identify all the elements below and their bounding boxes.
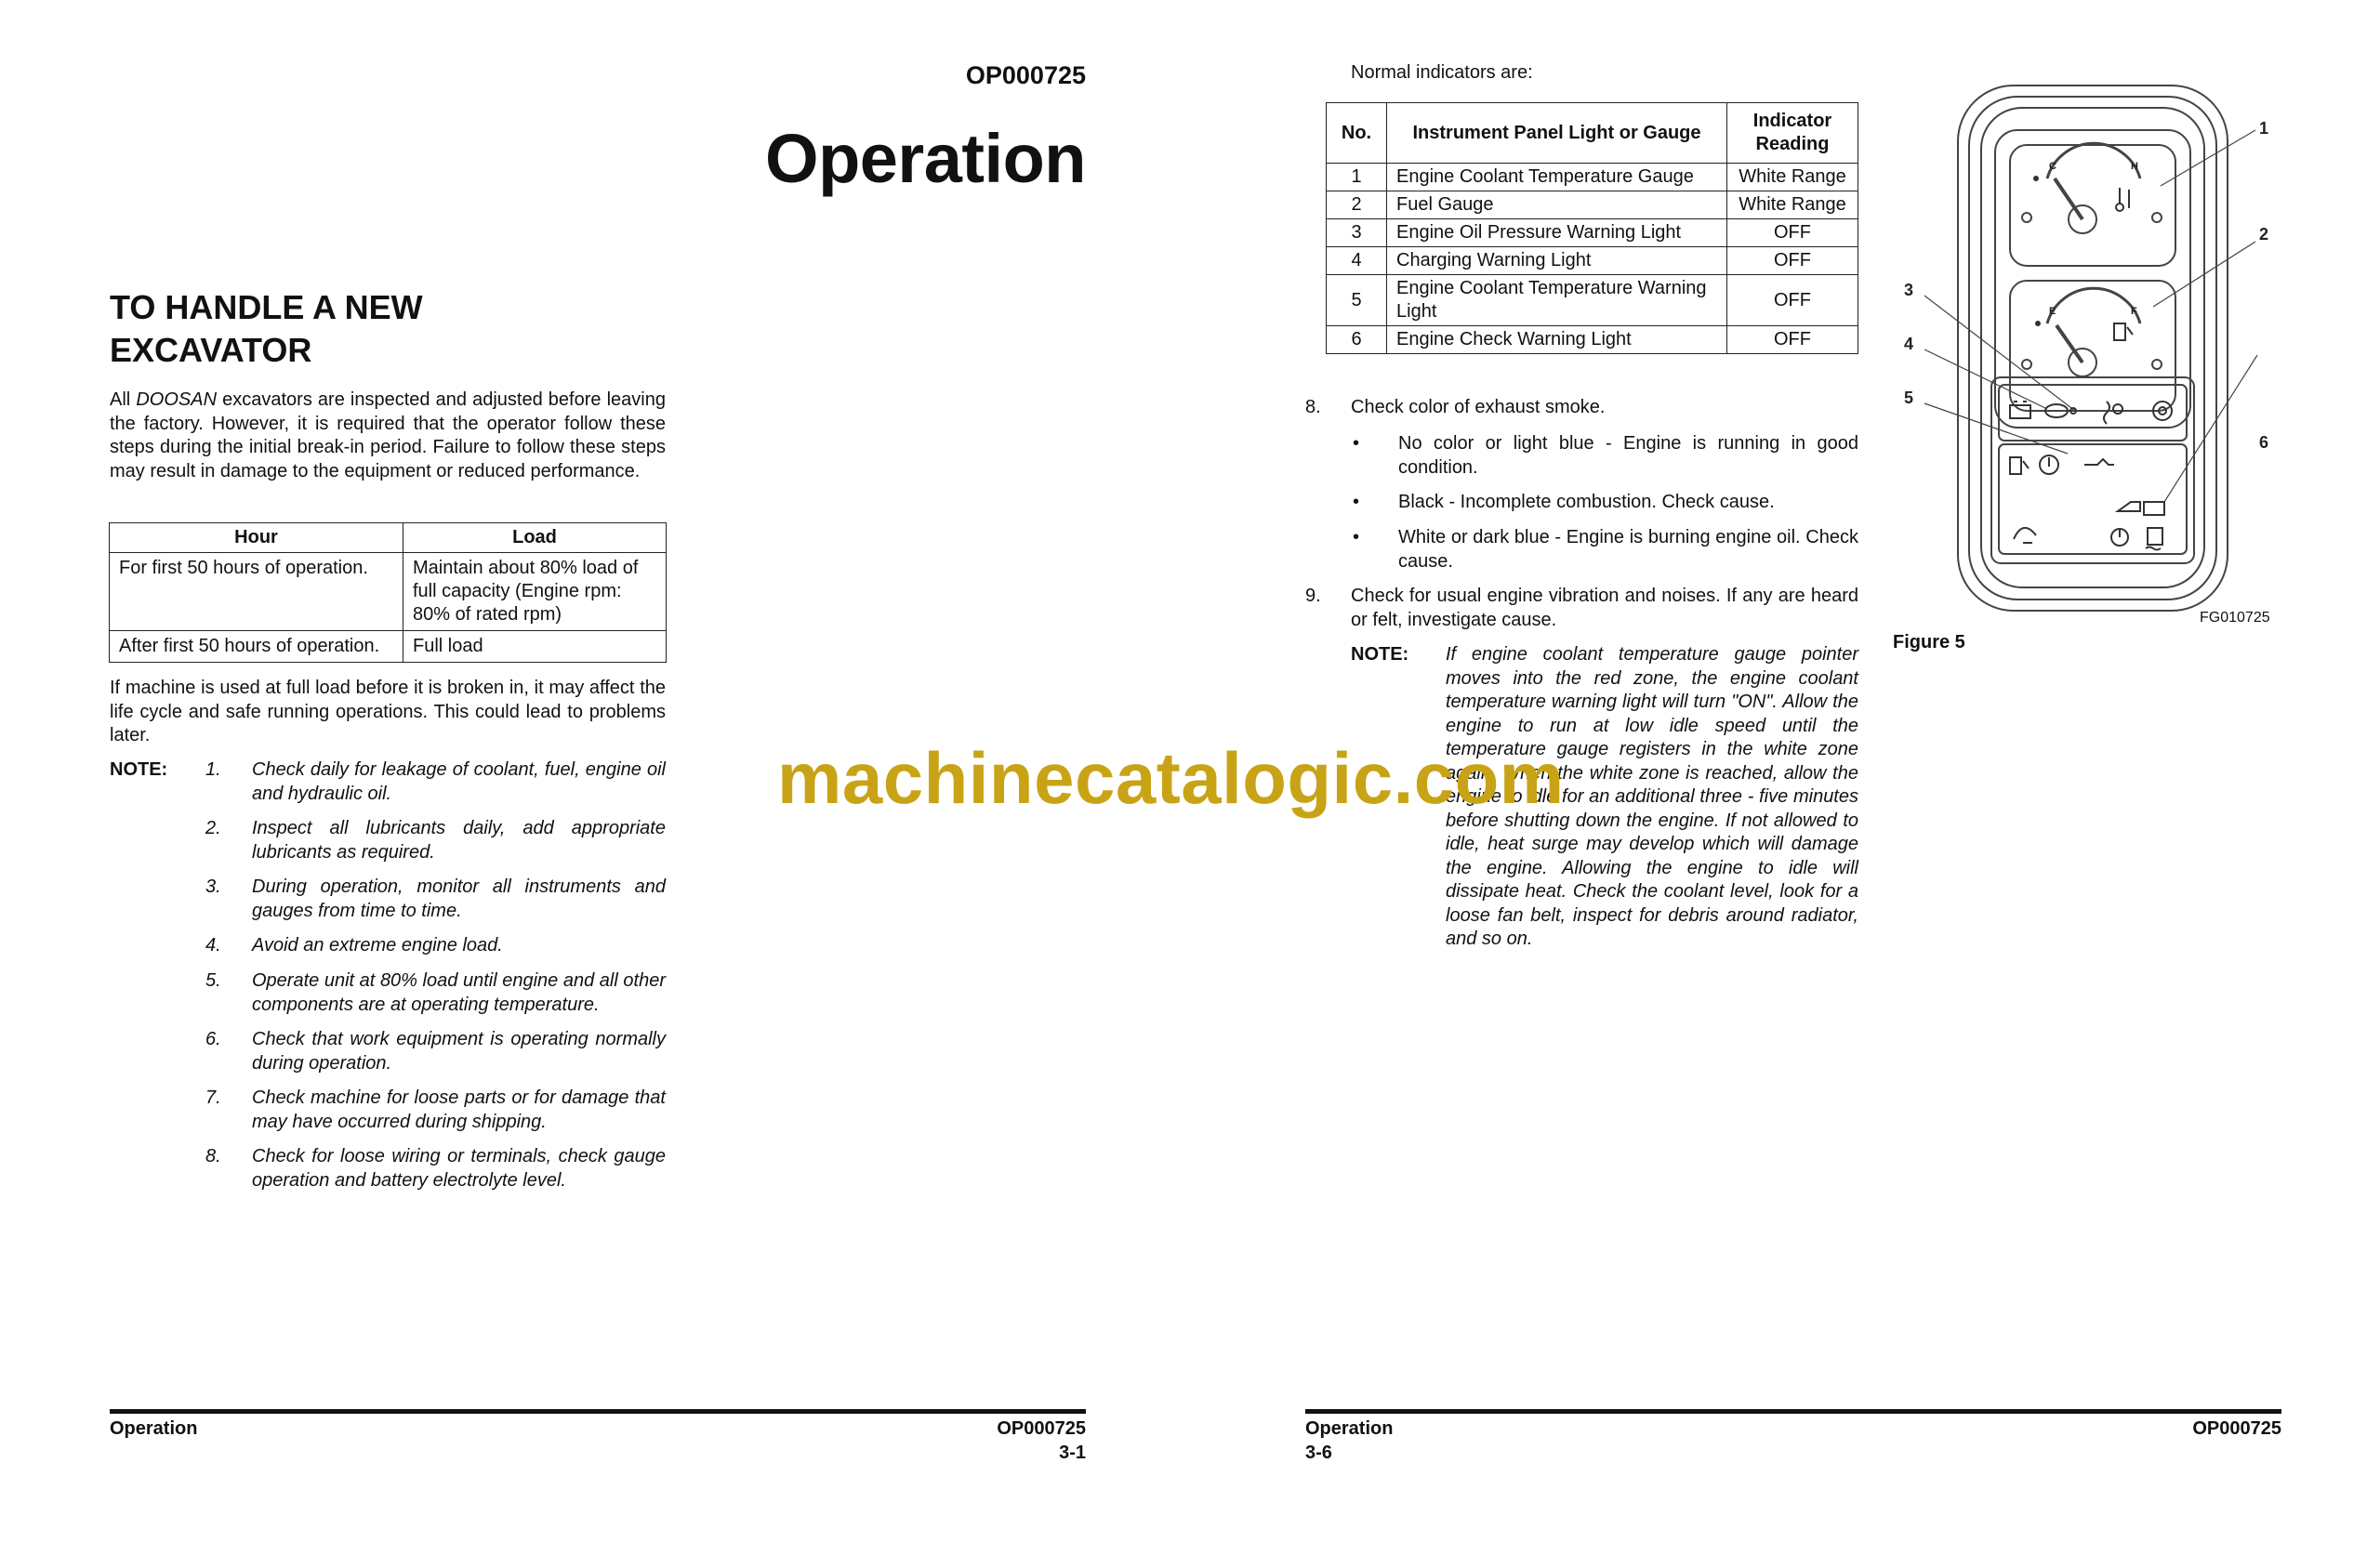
intro-text-post: excavators are inspected and adjusted before leaving the factory. However, it is required that the operator follow these steps during the initial break-in period. Failure to follow these steps may result in damage to the equipment or reduced performance. (110, 389, 666, 481)
table-cell: Engine Coolant Temperature Warning Light (1387, 275, 1727, 326)
table-cell: White Range (1727, 191, 1858, 219)
table-header-row (110, 523, 667, 553)
coolant-temp-icon (2116, 188, 2129, 211)
callout-number: 3 (1904, 281, 1914, 299)
table-row (1327, 191, 1858, 219)
table-row (1327, 219, 1858, 247)
section-heading (110, 286, 423, 372)
table-cell: OFF (1727, 219, 1858, 247)
normal-indicators-label: Normal indicators are: (1351, 62, 1533, 83)
coolant-warning-icon (2040, 455, 2058, 474)
warning-light-row-2 (1999, 444, 2187, 554)
table-cell: Maintain about 80% load of full capacity (Engine rpm: 80% of rated rpm) (403, 553, 667, 631)
auto-idle-icon (2111, 529, 2128, 546)
note-number: 3. (205, 876, 221, 897)
note-number: 6. (205, 1029, 221, 1049)
table-header-row (1327, 103, 1858, 164)
col-header-no: No. (1327, 103, 1387, 164)
table-cell: Fuel Gauge (1387, 191, 1727, 219)
footer-doc-id-left: OP000725 (997, 1418, 1086, 1439)
table-cell: OFF (1727, 326, 1858, 354)
table-cell: Charging Warning Light (1387, 247, 1727, 275)
table-cell: After first 50 hours of operation. (110, 631, 403, 663)
coolant-gauge-arc (2047, 143, 2140, 178)
note-item: Check daily for leakage of coolant, fuel, engine oil and hydraulic oil. (252, 759, 666, 804)
note-number: 5. (205, 970, 221, 991)
table-row (1327, 247, 1858, 275)
panel-inner-bezel (1969, 97, 2216, 600)
note-label: NOTE: (1351, 644, 1409, 665)
gauge-dot (2033, 176, 2039, 181)
coolant-gauge-screw-right (2152, 213, 2162, 222)
bullet-glyph: • (1353, 492, 1360, 512)
callout-number: 4 (1904, 335, 1914, 353)
table-cell: Engine Check Warning Light (1387, 326, 1727, 354)
table-cell: Engine Coolant Temperature Gauge (1387, 164, 1727, 191)
fuel-gauge-frame (2010, 281, 2175, 411)
page-title: Operation (765, 120, 1086, 197)
footer-section-right: Operation (1305, 1418, 1394, 1439)
table-cell: OFF (1727, 275, 1858, 326)
note-number: 4. (205, 935, 221, 956)
note-item: During operation, monitor all instruments and gauges from time to time. (252, 876, 666, 921)
bullet-item: No color or light blue - Engine is running in good condition. (1398, 433, 1858, 478)
footer-doc-id-right: OP000725 (2192, 1418, 2281, 1439)
figure-caption: Figure 5 (1893, 632, 1965, 652)
bullet-glyph: • (1353, 433, 1360, 454)
note-paragraph: If engine coolant temperature gauge pointer moves into the red zone, the engine coolant temperature warning light will turn "ON". Allow the engine to run at low idle speed until the temperature gauge registers in the white zone again. When the white zone is reached, allow the engine to idle for an additional three - five minutes before shutting down the engine. If not allowed to idle, heat surge may develop which will damage the engine. Allowing the engine to idle will dissipate heat. Check the coolant level, look for a loose fan belt, inspect for debris around radiator, and so on. (1446, 644, 1858, 949)
footer-rule-left (110, 1409, 1086, 1414)
coolant-gauge-c-mark: C (2049, 161, 2056, 172)
water-separator-icon (2146, 528, 2162, 550)
table-cell: 4 (1327, 247, 1387, 275)
col-header-instrument: Instrument Panel Light or Gauge (1387, 103, 1727, 164)
indicator-table (1326, 102, 1858, 354)
step-number: 9. (1305, 586, 1321, 606)
note-label: NOTE: (110, 759, 168, 780)
table-cell: Full load (403, 631, 667, 663)
fuel-gauge-screw-left (2022, 360, 2031, 369)
note-number: 1. (205, 759, 221, 780)
page-number-right: 3-6 (1305, 1443, 1332, 1463)
step-number: 8. (1305, 397, 1321, 417)
fuel-pump-icon (2114, 323, 2133, 340)
callout-number: 2 (2259, 225, 2269, 244)
break-in-table (109, 522, 667, 663)
table-cell: For first 50 hours of operation. (110, 553, 403, 631)
table-cell: 1 (1327, 164, 1387, 191)
table-row (1327, 275, 1858, 326)
note-item: Check for loose wiring or terminals, check gauge operation and battery electrolyte level. (252, 1146, 666, 1191)
intro-paragraph (110, 389, 666, 483)
air-cleaner-icon (2084, 459, 2114, 465)
watermark: machinecatalogic.com (777, 737, 1565, 819)
fuel-gauge-screw-right (2152, 360, 2162, 369)
doc-id-header: OP000725 (965, 61, 1086, 89)
page-number-left: 3-1 (1059, 1443, 1086, 1463)
table-cell: 5 (1327, 275, 1387, 326)
table-cell: 2 (1327, 191, 1387, 219)
callout-number: 5 (1904, 389, 1914, 407)
note-number: 7. (205, 1087, 221, 1108)
note-item: Check that work equipment is operating normally during operation. (252, 1029, 666, 1074)
gauge-dot (2035, 321, 2041, 326)
note-number: 8. (205, 1146, 221, 1166)
table-cell: White Range (1727, 164, 1858, 191)
table-cell: Engine Oil Pressure Warning Light (1387, 219, 1727, 247)
footer-section-left: Operation (110, 1418, 198, 1439)
coolant-gauge-needle (2055, 178, 2082, 219)
note-number: 2. (205, 818, 221, 838)
footer-rule-right (1305, 1409, 2281, 1414)
gauge-housing (1995, 130, 2190, 428)
coolant-gauge-screw-left (2022, 213, 2031, 222)
instrument-panel-figure (1884, 74, 2283, 632)
step-text: Check for usual engine vibration and noises. If any are heard or felt, investigate cause. (1351, 586, 1858, 630)
bullet-item: White or dark blue - Engine is burning engine oil. Check cause. (1398, 527, 1858, 572)
after-table-paragraph: If machine is used at full load before it is broken in, it may affect the life cycle and safe running operations. This could lead to problems later. (110, 678, 666, 745)
fuel-gauge-f-mark: F (2131, 306, 2137, 317)
table-row (1327, 164, 1858, 191)
table-row (110, 553, 667, 631)
brand-name: DOOSAN (136, 389, 218, 410)
table-cell: OFF (1727, 247, 1858, 275)
callout-line-4 (1924, 349, 2047, 409)
coolant-gauge-frame (2010, 145, 2175, 266)
intro-text-pre: All (110, 389, 137, 410)
bullet-glyph: • (1353, 527, 1360, 547)
note-item: Check machine for loose parts or for damage that may have occurred during shipping. (252, 1087, 666, 1132)
fuel-gauge-e-mark: E (2049, 306, 2056, 317)
section-heading-line1: TO HANDLE A NEW (110, 288, 423, 326)
work-light-icon (2014, 528, 2036, 543)
fuel-level-warning-icon (2010, 457, 2029, 474)
engine-check-icon (2118, 502, 2164, 515)
preheat-icon (2104, 402, 2122, 424)
table-row (110, 631, 667, 663)
figure-id: FG010725 (2200, 610, 2270, 626)
callout-number: 1 (2259, 119, 2269, 138)
bullet-item: Black - Incomplete combustion. Check cause. (1398, 492, 1775, 512)
note-item: Inspect all lubricants daily, add appropriate lubricants as required. (252, 818, 666, 863)
step-text: Check color of exhaust smoke. (1351, 397, 1606, 417)
fuel-gauge-arc (2047, 288, 2140, 323)
section-heading-line2: EXCAVATOR (110, 331, 312, 369)
table-cell: 3 (1327, 219, 1387, 247)
coolant-gauge-h-mark: H (2131, 161, 2138, 172)
table-cell: 6 (1327, 326, 1387, 354)
col-header-reading: Indicator Reading (1727, 103, 1858, 164)
col-header-load: Load (403, 523, 667, 553)
callout-number: 6 (2259, 433, 2269, 452)
note-item: Operate unit at 80% load until engine and all other components are at operating temperature. (252, 970, 666, 1015)
note-item: Avoid an extreme engine load. (252, 935, 503, 956)
table-row (1327, 326, 1858, 354)
col-header-hour: Hour (110, 523, 403, 553)
